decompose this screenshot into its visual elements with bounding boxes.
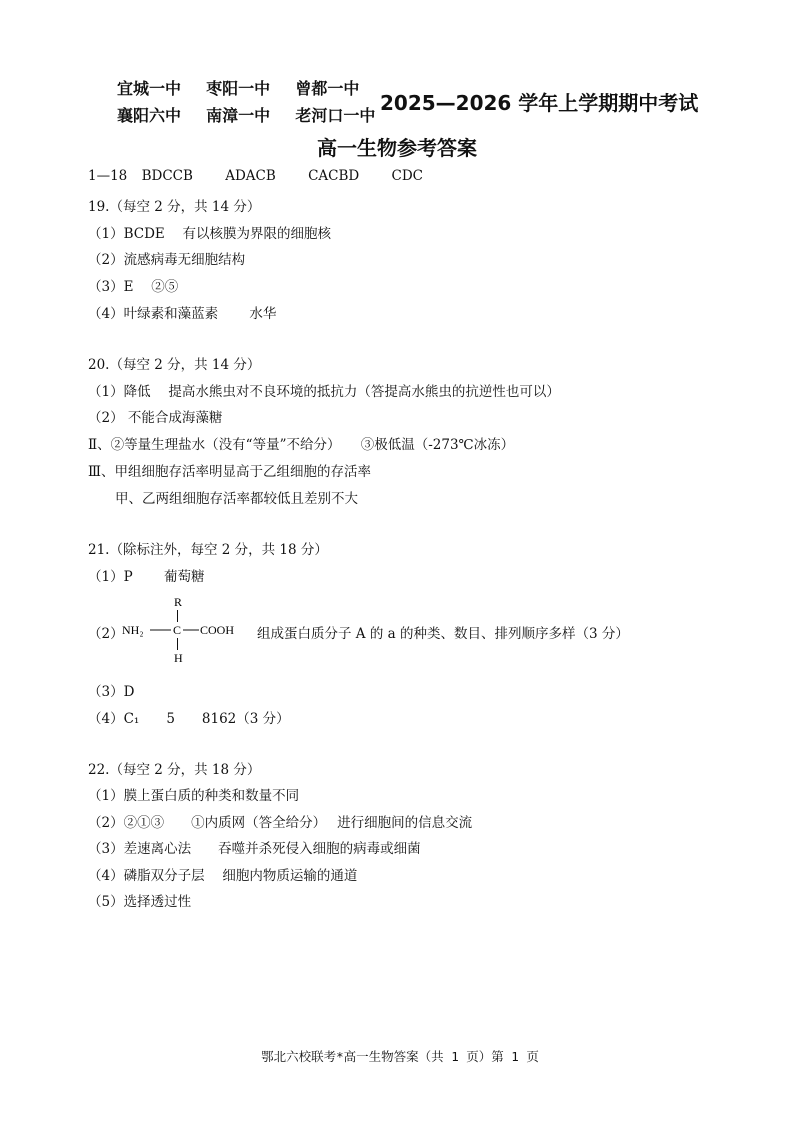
- q19-heading: 19.（每空 2 分，共 14 分）: [88, 199, 261, 215]
- page-footer: 鄂北六校联考*高一生物答案（共 1 页）第 1 页: [261, 1049, 539, 1064]
- schools-row-1: [117, 76, 359, 99]
- q22-answer: （1）膜上蛋白质的种类和数量不同: [88, 788, 300, 804]
- formula-central-carbon: C: [173, 623, 182, 637]
- mc-group: CDC: [391, 168, 424, 184]
- mc-group: ADACB: [225, 168, 276, 184]
- schools-row-2: [117, 103, 375, 126]
- q22-answer: （3）差速离心法 吞噬并杀死侵入细胞的病毒或细菌: [88, 841, 421, 857]
- q22-answer: （4）磷脂双分子层 细胞内物质运输的通道: [88, 868, 358, 884]
- formula-carboxyl-group: COOH: [200, 623, 235, 637]
- school-name: 襄阳六中: [117, 106, 182, 125]
- q19-answer: （1）BCDE 有以核膜为界限的细胞核: [88, 226, 332, 242]
- q19-answer: （3）E ②⑤: [88, 279, 179, 295]
- q22-answer: （5）选择透过性: [88, 894, 192, 910]
- multiple-choice-answers: [88, 168, 423, 184]
- mc-group: BDCCB: [141, 168, 193, 184]
- q20-answer: 甲、乙两组细胞存活率都较低且差别不大: [88, 491, 358, 507]
- formula-hydrogen: H: [174, 651, 183, 665]
- mc-group: CACBD: [308, 168, 360, 184]
- school-name: 宜城一中: [117, 79, 182, 98]
- q20-answer: （1）降低 提高水熊虫对不良环境的抵抗力（答提高水熊虫的抗逆性也可以）: [88, 384, 560, 400]
- formula-r-group: R: [174, 595, 183, 609]
- q20-answer: Ⅱ、②等量生理盐水（没有“等量”不给分） ③极低温（-273℃冰冻）: [88, 437, 515, 453]
- q20-answer: Ⅲ、甲组细胞存活率明显高于乙组细胞的存活率: [88, 464, 372, 480]
- exam-title: 2025—2026 学年上学期期中考试: [380, 91, 699, 115]
- q22-answer: （2）②①③ ①内质网（答全给分） 进行细胞间的信息交流: [88, 815, 473, 831]
- q21-answer-prefix: （2）: [88, 626, 124, 642]
- amino-acid-structural-formula: [120, 593, 250, 665]
- school-name: 老河口一中: [295, 106, 376, 125]
- school-name: 曾都一中: [295, 79, 360, 98]
- formula-amino-group: NH₂: [122, 623, 144, 637]
- school-name: 枣阳一中: [206, 79, 271, 98]
- document-title: 高一生物参考答案: [317, 136, 477, 160]
- q21-heading: 21.（除标注外，每空 2 分，共 18 分）: [88, 542, 328, 558]
- q21-answer: 组成蛋白质分子 A 的 a 的种类、数目、排列顺序多样（3 分）: [257, 626, 629, 642]
- school-name: 南漳一中: [206, 106, 271, 125]
- mc-range: 1—18: [88, 168, 128, 184]
- q20-answer: （2） 不能合成海藻糖: [88, 410, 223, 426]
- q21-answer: （4）C₁ 5 8162（3 分）: [88, 711, 290, 727]
- q20-heading: 20.（每空 2 分，共 14 分）: [88, 357, 261, 373]
- q22-heading: 22.（每空 2 分，共 18 分）: [88, 762, 261, 778]
- q19-answer: （4）叶绿素和藻蓝素 水华: [88, 306, 277, 322]
- q21-answer: （1）P 葡萄糖: [88, 569, 205, 585]
- q19-answer: （2）流感病毒无细胞结构: [88, 252, 246, 268]
- q21-answer: （3）D: [88, 684, 135, 700]
